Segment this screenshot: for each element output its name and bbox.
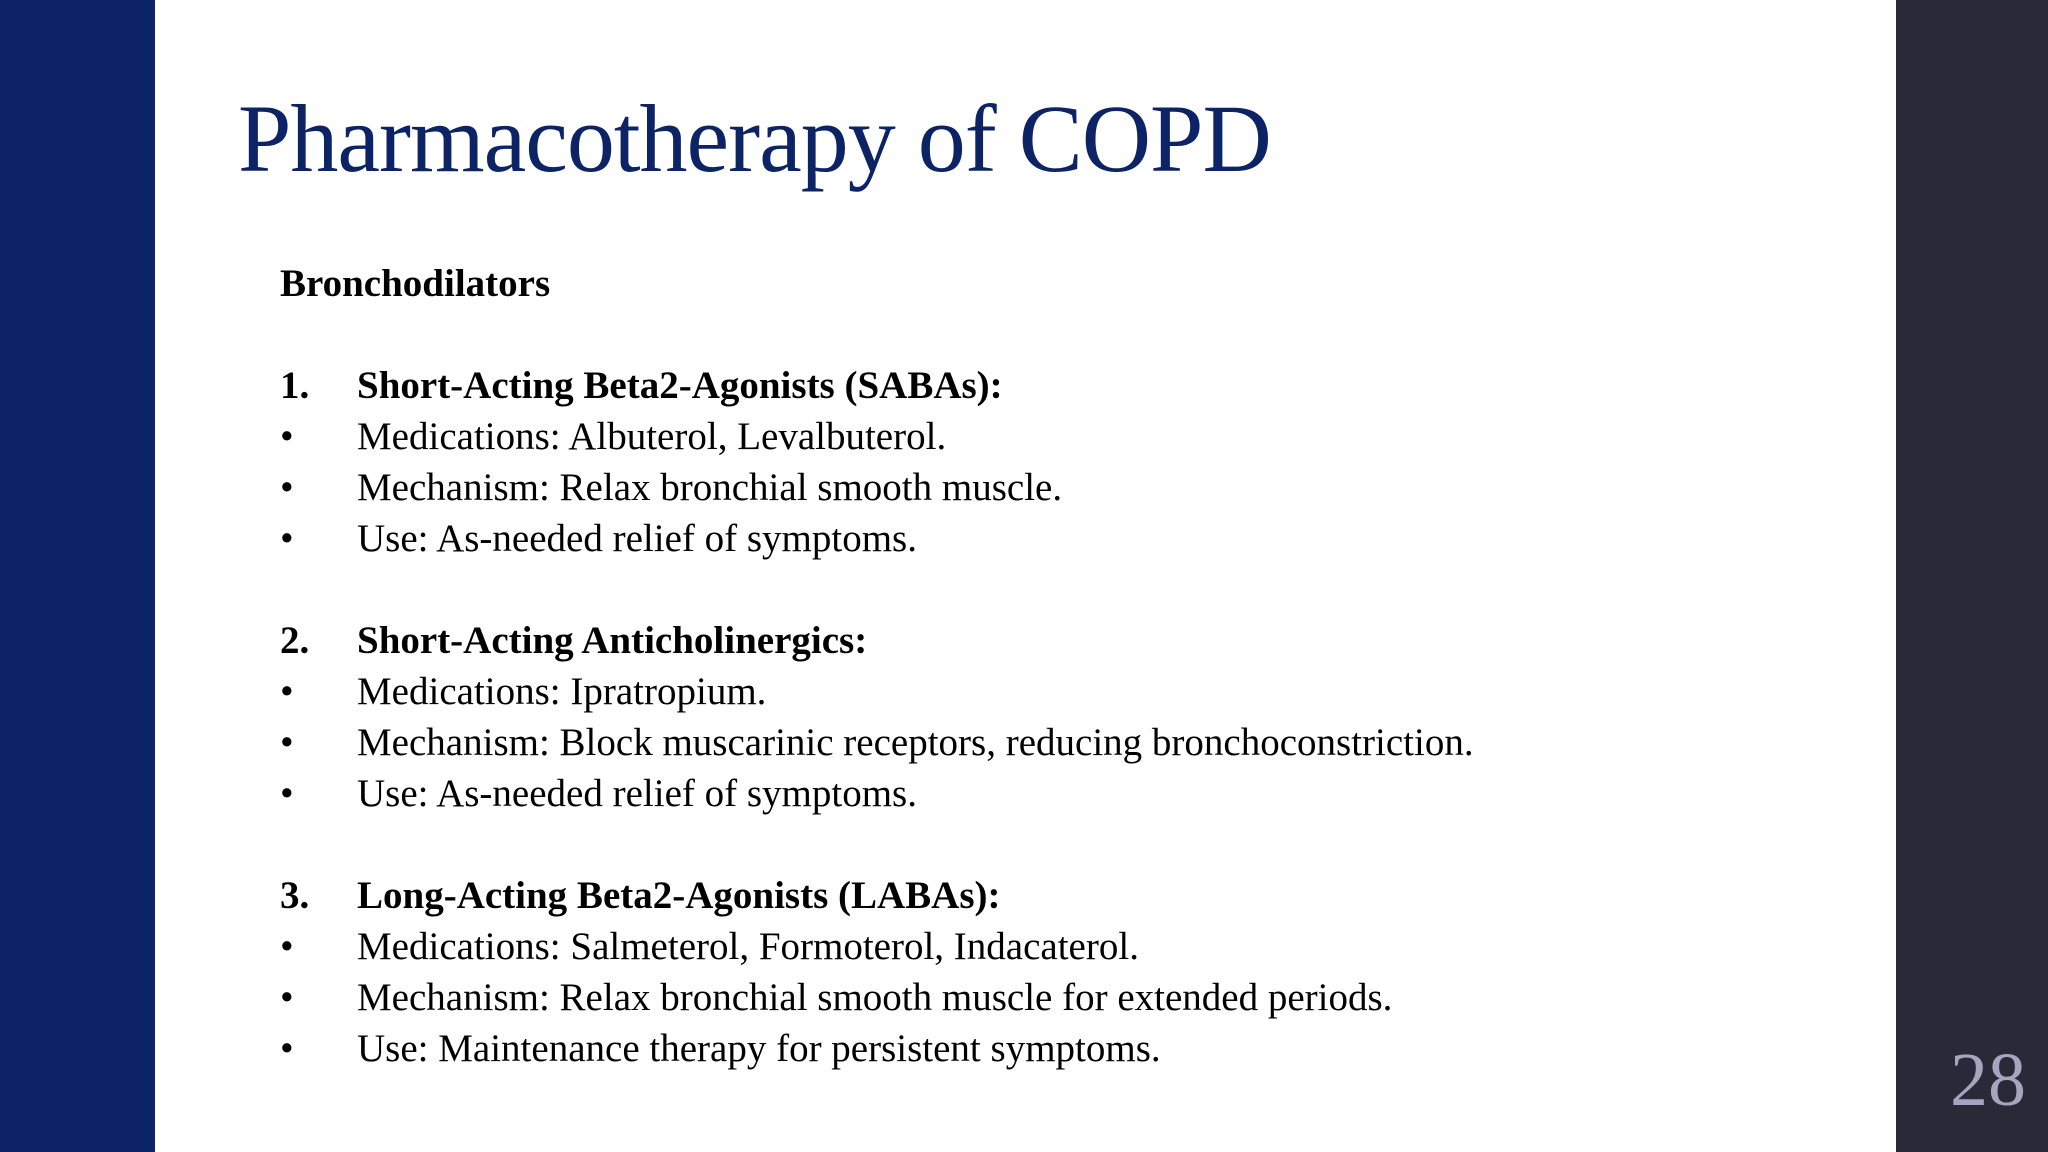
bullet-text: Use: Maintenance therapy for persistent symptoms. [357,1027,1161,1070]
bullet-text: Medications: Albuterol, Levalbuterol. [357,415,947,458]
list-item [280,411,1860,462]
bullet-text: Mechanism: Block muscarinic receptors, reducing bronchoconstriction. [357,721,1474,764]
bullet-icon: • [280,415,294,458]
page-number: 28 [1950,1038,2026,1122]
list-item [280,462,1860,513]
list-item [280,717,1860,768]
group-title: Long-Acting Beta2-Agonists (LABAs): [357,874,1001,917]
list-number: 3. [280,874,310,917]
bullet-icon: • [280,721,294,764]
bullet-text: Mechanism: Relax bronchial smooth muscle. [357,466,1063,509]
list-group-sabas [280,360,1860,564]
bullet-text: Use: As-needed relief of symptoms. [357,517,917,560]
list-group-anticholinergics [280,615,1860,819]
bullet-icon: • [280,670,294,713]
list-item [280,1023,1860,1074]
left-accent-bar [0,0,155,1152]
list-number: 2. [280,619,310,662]
bullet-text: Mechanism: Relax bronchial smooth muscle for extended periods. [357,976,1393,1019]
slide-content [280,258,1860,1074]
bullet-icon: • [280,772,294,815]
bullet-text: Medications: Salmeterol, Formoterol, Indacaterol. [357,925,1139,968]
list-item [280,921,1860,972]
bullet-icon: • [280,466,294,509]
bullet-icon: • [280,1027,294,1070]
numbered-heading [280,615,1860,666]
bullet-icon: • [280,976,294,1019]
page-title: Pharmacotherapy of COPD [238,85,1271,192]
bullet-icon: • [280,517,294,560]
numbered-heading [280,360,1860,411]
bullet-icon: • [280,925,294,968]
group-title: Short-Acting Anticholinergics: [357,619,868,662]
numbered-heading [280,870,1860,921]
bullet-text: Use: As-needed relief of symptoms. [357,772,917,815]
right-accent-bar [1896,0,2048,1152]
list-item [280,513,1860,564]
list-item [280,972,1860,1023]
group-title: Short-Acting Beta2-Agonists (SABAs): [357,364,1003,407]
list-item [280,768,1860,819]
bullet-text: Medications: Ipratropium. [357,670,767,713]
list-number: 1. [280,364,310,407]
list-group-labas [280,870,1860,1074]
list-item [280,666,1860,717]
section-heading: Bronchodilators [280,262,551,305]
